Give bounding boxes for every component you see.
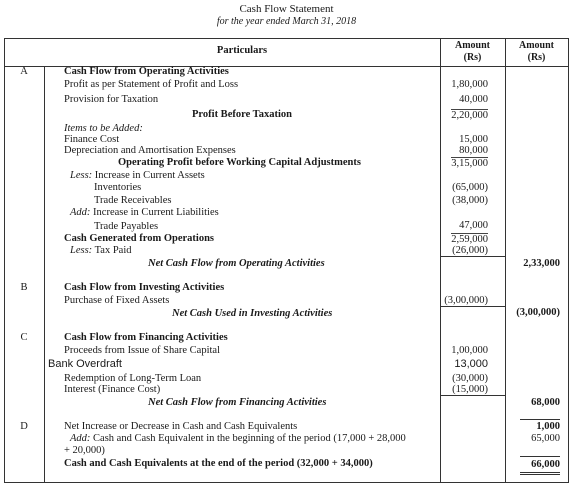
net-increase-label: Net Increase or Decrease in Cash and Cash Equivalents: [64, 421, 298, 432]
fixed-assets-value: (3,00,000): [444, 295, 488, 306]
trade-payables-value: 47,000: [459, 220, 488, 231]
finance-cost-label: Finance Cost: [64, 134, 120, 145]
net-investing-label: Net Cash Used in Investing Activities: [172, 308, 333, 319]
add-current-liabilities: Add: Increase in Current Liabilities: [70, 207, 219, 218]
profit-value: 1,80,000: [451, 79, 488, 90]
net-investing-value: (3,00,000): [516, 307, 560, 318]
net-increase-value: 1,000: [536, 421, 560, 432]
investing-heading: Cash Flow from Investing Activities: [64, 282, 225, 293]
fixed-assets-label: Purchase of Fixed Assets: [64, 295, 170, 306]
pbt-label: Profit Before Taxation: [192, 109, 292, 120]
amount-total-unit: (Rs): [527, 52, 546, 63]
opening-cash-value: 65,000: [531, 433, 560, 444]
particulars-header: Particulars: [216, 45, 268, 56]
pbt-value: 2,20,000: [451, 110, 488, 121]
amount-total-header: Amount: [518, 40, 554, 51]
cash-generated-label: Cash Generated from Operations: [64, 233, 214, 244]
less-current-assets: Less: Increase in Current Assets: [70, 170, 205, 181]
depreciation-label: Depreciation and Amortisation Expenses: [64, 145, 236, 156]
bank-overdraft-label: Bank Overdraft: [48, 358, 122, 370]
profit-label: Profit as per Statement of Profit and Loss: [64, 79, 239, 90]
operating-heading: Cash Flow from Operating Activities: [64, 66, 229, 77]
depreciation-value: 80,000: [459, 145, 488, 156]
inventories-value: (65,000): [452, 182, 488, 193]
opening-cash-label: Add: Cash and Cash Equivalent in the beginning of the period (17,000 + 28,000: [70, 433, 406, 444]
statement-subtitle: for the year ended March 31, 2018: [216, 16, 357, 27]
closing-cash-label: Cash and Cash Equivalents at the end of the period (32,000 + 34,000): [64, 458, 373, 469]
tax-provision-label: Provision for Taxation: [64, 94, 159, 105]
loan-redemption-value: (30,000): [452, 373, 488, 384]
items-added-label: Items to be Added:: [64, 123, 143, 134]
finance-cost-value: 15,000: [459, 134, 488, 145]
share-capital-label: Proceeds from Issue of Share Capital: [64, 345, 220, 356]
section-letter-a: A: [20, 66, 28, 77]
tax-paid-label: Less: Tax Paid: [70, 245, 132, 256]
opwc-value: 3,15,000: [451, 158, 488, 169]
net-operating-label: Net Cash Flow from Operating Activities: [148, 258, 325, 269]
loan-redemption-label: Redemption of Long-Term Loan: [64, 373, 202, 384]
opwc-label: Operating Profit before Working Capital Adjustments: [118, 157, 361, 168]
share-capital-value: 1,00,000: [451, 345, 488, 356]
net-operating-value: 2,33,000: [523, 258, 560, 269]
opening-cash-label-cont: + 20,000): [64, 445, 105, 456]
closing-cash-value: 66,000: [531, 459, 560, 470]
trade-receivables-label: Trade Receivables: [94, 195, 172, 206]
financing-heading: Cash Flow from Financing Activities: [64, 332, 228, 343]
amount-unit: (Rs): [463, 52, 482, 63]
amount-header: Amount: [454, 40, 490, 51]
tax-provision-value: 40,000: [459, 94, 488, 105]
section-letter-b: B: [20, 282, 28, 293]
bank-overdraft-value: 13,000: [454, 358, 488, 370]
tax-paid-value: (26,000): [452, 245, 488, 256]
trade-payables-label: Trade Payables: [94, 221, 159, 232]
interest-label: Interest (Finance Cost): [64, 384, 161, 395]
net-financing-label: Net Cash Flow from Financing Activities: [148, 397, 327, 408]
interest-value: (15,000): [452, 384, 488, 395]
section-letter-d: D: [20, 421, 28, 432]
net-financing-value: 68,000: [531, 397, 560, 408]
cash-generated-value: 2,59,000: [451, 234, 488, 245]
section-letter-c: C: [20, 332, 28, 343]
statement-title: Cash Flow Statement: [239, 3, 334, 15]
inventories-label: Inventories: [94, 182, 142, 193]
trade-receivables-value: (38,000): [452, 195, 488, 206]
